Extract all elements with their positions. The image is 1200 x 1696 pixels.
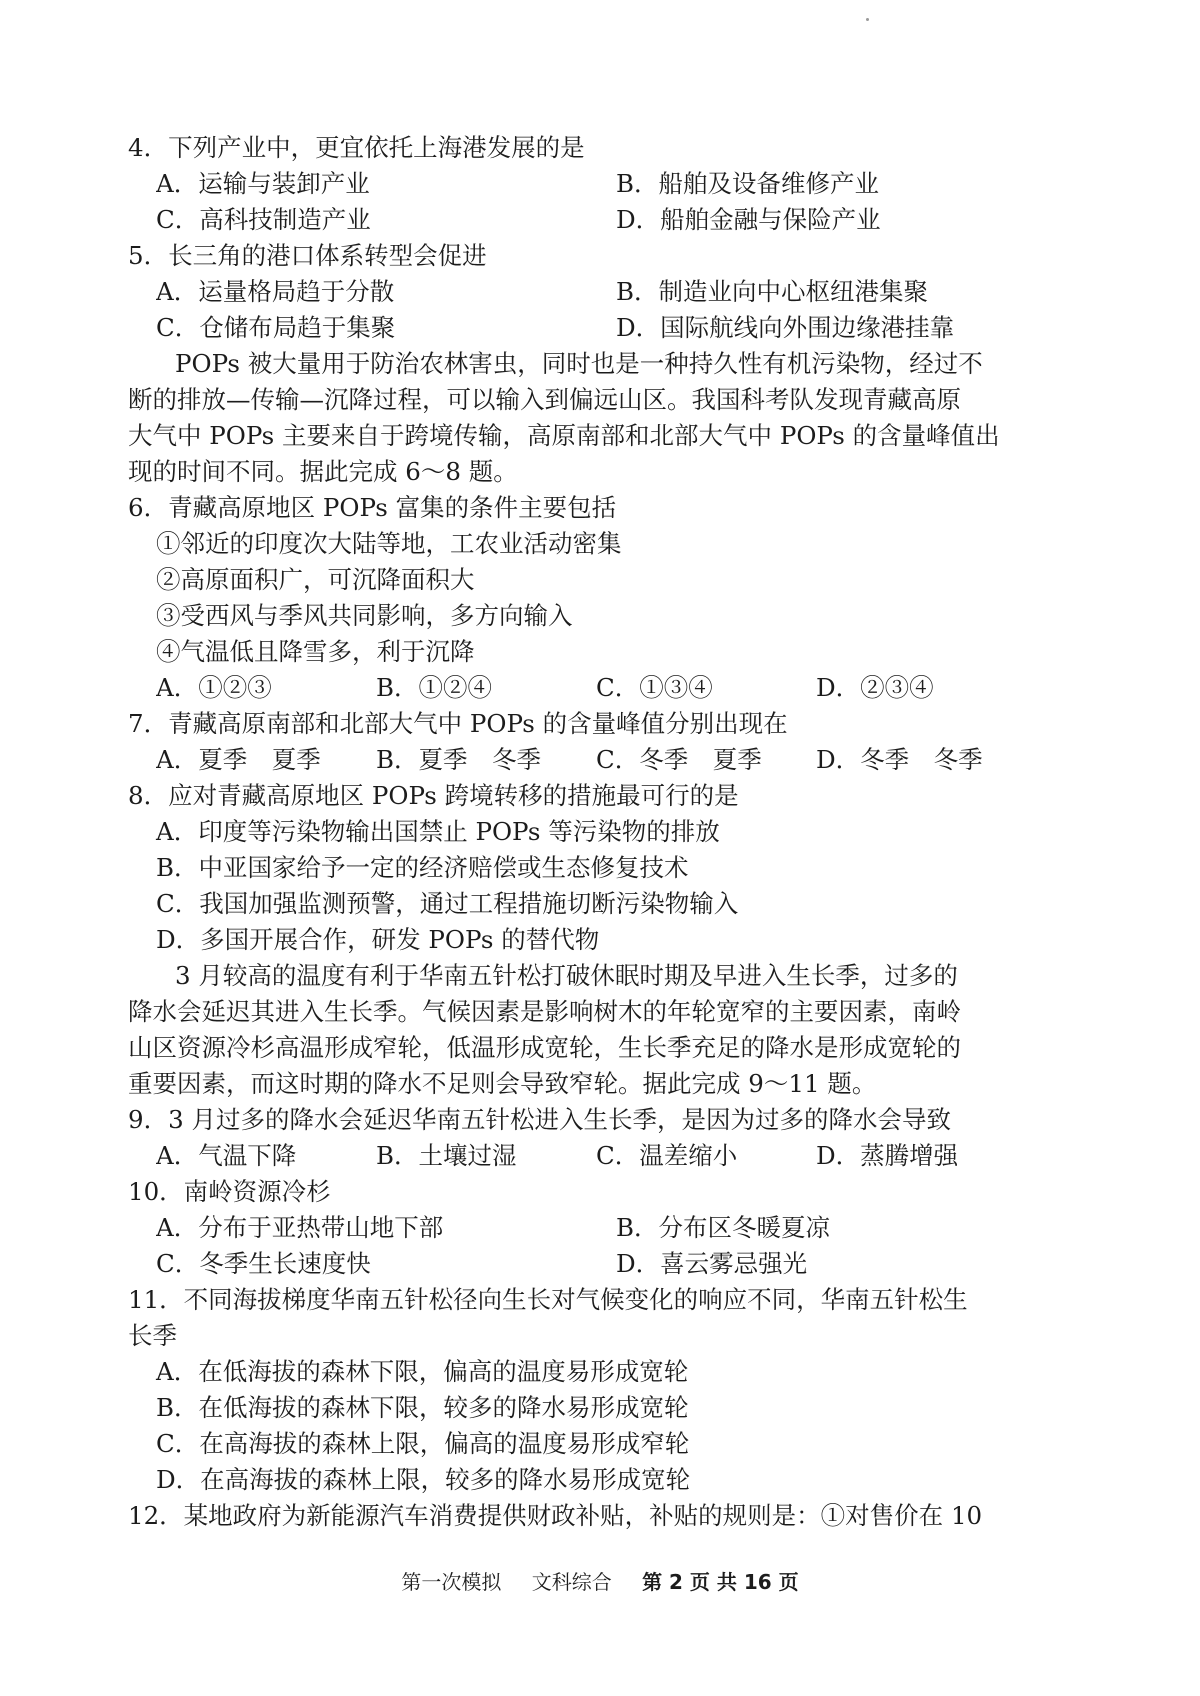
q6-options: [128, 670, 1078, 706]
q9-options: [128, 1138, 1078, 1174]
q11-stem-line-2: 长季: [128, 1321, 177, 1350]
q4-option-c: C．高科技制造产业: [156, 205, 371, 234]
q8-option-a: A．印度等污染物输出国禁止 POPs 等污染物的排放: [156, 817, 720, 846]
q4-options-row-2: [128, 202, 1078, 238]
q7-options: [128, 742, 1078, 778]
q4-option-b: B．船舶及设备维修产业: [616, 169, 880, 198]
q5-option-d: D．国际航线向外围边缘港挂靠: [616, 313, 955, 342]
q6-item-4: ④气温低且降雪多，利于沉降: [156, 637, 475, 666]
passage-pine-line-1: 3 月较高的温度有利于华南五针松打破休眠时期及早进入生长季，过多的: [175, 961, 958, 990]
passage-pine-line-2: 降水会延迟其进入生长季。气候因素是影响树木的年轮宽窄的主要因素，南岭: [128, 997, 961, 1026]
q8-stem: 8．应对青藏高原地区 POPs 跨境转移的措施最可行的是: [128, 781, 739, 810]
q5-options-row-2: [128, 310, 1078, 346]
footer-page-number: 第 2 页 共 16 页: [642, 1570, 799, 1594]
q6-item-3: ③受西风与季风共同影响，多方向输入: [156, 601, 573, 630]
q9-option-a: A．气温下降: [156, 1141, 297, 1170]
q6-option-c: C．①③④: [596, 673, 713, 702]
passage-pops-line-3: 大气中 POPs 主要来自于跨境传输，高原南部和北部大气中 POPs 的含量峰值出: [128, 421, 1000, 450]
passage-pops-line-2: 断的排放—传输—沉降过程，可以输入到偏远山区。我国科考队发现青藏高原: [128, 385, 961, 414]
q10-option-a: A．分布于亚热带山地下部: [156, 1213, 444, 1242]
q5-stem: 5．长三角的港口体系转型会促进: [128, 241, 487, 270]
q11-option-c: C．在高海拔的森林上限，偏高的温度易形成窄轮: [156, 1429, 690, 1458]
q11-stem-line-1: 11．不同海拔梯度华南五针松径向生长对气候变化的响应不同，华南五针松生: [128, 1285, 968, 1314]
q5-options-row-1: [128, 274, 1078, 310]
footer-subject: 文科综合: [531, 1570, 612, 1594]
q8-option-c: C．我国加强监测预警，通过工程措施切断污染物输入: [156, 889, 739, 918]
q4-option-a: A．运输与装卸产业: [156, 169, 370, 198]
q11-option-d: D．在高海拔的森林上限，较多的降水易形成宽轮: [156, 1465, 691, 1494]
q7-stem: 7．青藏高原南部和北部大气中 POPs 的含量峰值分别出现在: [128, 709, 788, 738]
passage-pops-line-4: 现的时间不同。据此完成 6～8 题。: [128, 457, 518, 486]
q6-item-1: ①邻近的印度次大陆等地，工农业活动密集: [156, 529, 622, 558]
q12-stem: 12．某地政府为新能源汽车消费提供财政补贴，补贴的规则是：①对售价在 10: [128, 1501, 983, 1530]
q8-option-b: B．中亚国家给予一定的经济赔偿或生态修复技术: [156, 853, 689, 882]
q5-option-c: C．仓储布局趋于集聚: [156, 313, 396, 342]
q7-option-a: A．夏季 夏季: [156, 745, 321, 774]
page-footer: [0, 1568, 1200, 1596]
passage-pine-line-3: 山区资源冷杉高温形成窄轮，低温形成宽轮，生长季充足的降水是形成宽轮的: [128, 1033, 961, 1062]
q10-options-row-2: [128, 1246, 1078, 1282]
q7-option-d: D．冬季 冬季: [816, 745, 983, 774]
q11-option-b: B．在低海拔的森林下限，较多的降水易形成宽轮: [156, 1393, 689, 1422]
q6-option-b: B．①②④: [376, 673, 493, 702]
q4-options-row-1: [128, 166, 1078, 202]
q10-option-d: D．喜云雾忌强光: [616, 1249, 808, 1278]
q5-option-a: A．运量格局趋于分散: [156, 277, 395, 306]
q6-option-a: A．①②③: [156, 673, 272, 702]
q10-options-row-1: [128, 1210, 1078, 1246]
q11-option-a: A．在低海拔的森林下限，偏高的温度易形成宽轮: [156, 1357, 689, 1386]
q6-stem: 6．青藏高原地区 POPs 富集的条件主要包括: [128, 493, 617, 522]
q10-option-c: C．冬季生长速度快: [156, 1249, 371, 1278]
q5-option-b: B．制造业向中心枢纽港集聚: [616, 277, 929, 306]
q8-option-d: D．多国开展合作，研发 POPs 的替代物: [156, 925, 600, 954]
scan-speck: [866, 18, 869, 21]
q10-stem: 10．南岭资源冷杉: [128, 1177, 331, 1206]
q10-option-b: B．分布区冬暖夏凉: [616, 1213, 831, 1242]
footer-exam-name: 第一次模拟: [401, 1570, 502, 1594]
q7-option-c: C．冬季 夏季: [596, 745, 762, 774]
passage-pops-line-1: POPs 被大量用于防治农林害虫，同时也是一种持久性有机污染物，经过不: [175, 349, 983, 378]
question-content: [128, 130, 1078, 1534]
q4-stem: 4．下列产业中，更宜依托上海港发展的是: [128, 133, 585, 162]
q6-item-2: ②高原面积广，可沉降面积大: [156, 565, 475, 594]
q7-option-b: B．夏季 冬季: [376, 745, 542, 774]
q4-option-d: D．船舶金融与保险产业: [616, 205, 881, 234]
q9-option-b: B．土壤过湿: [376, 1141, 517, 1170]
q9-option-c: C．温差缩小: [596, 1141, 738, 1170]
passage-pine-line-4: 重要因素，而这时期的降水不足则会导致窄轮。据此完成 9～11 题。: [128, 1069, 877, 1098]
q9-option-d: D．蒸腾增强: [816, 1141, 959, 1170]
q6-option-d: D．②③④: [816, 673, 934, 702]
q9-stem: 9．3 月过多的降水会延迟华南五针松进入生长季，是因为过多的降水会导致: [128, 1105, 951, 1134]
